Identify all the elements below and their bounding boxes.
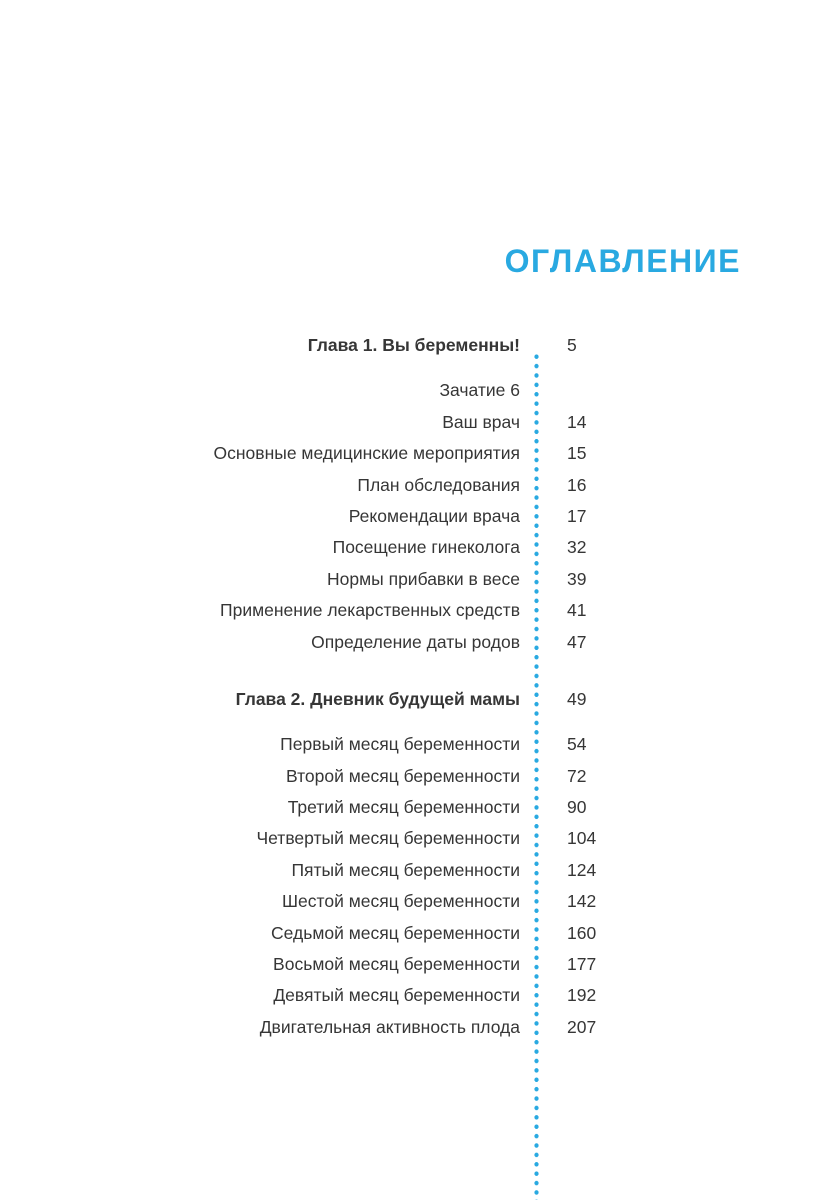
toc-entry-label: Пятый месяц беременности	[291, 859, 520, 880]
toc-entry-page: 5	[567, 335, 577, 355]
toc-entry-label: Глава 2. Дневник будущей мамы	[235, 688, 520, 709]
toc-entry	[0, 407, 817, 438]
toc-entry-page: 104	[567, 828, 597, 849]
toc-entry-page: 124	[567, 859, 597, 880]
toc-entry-page: 192	[567, 985, 597, 1006]
toc-entry-label: Нормы прибавки в весе	[327, 568, 520, 589]
toc-entry-label: Шестой месяц беременности	[282, 891, 520, 912]
toc-entry	[0, 532, 817, 563]
toc-entry	[0, 761, 817, 792]
toc-entry-label: Зачатие 6	[439, 380, 520, 401]
toc-entry-page: 54	[567, 734, 587, 755]
page-title: ОГЛАВЛЕНИЕ	[504, 243, 741, 279]
toc-entry-page: 49	[567, 688, 587, 709]
toc-entry-page: 17	[567, 505, 587, 526]
toc-entry-page: 142	[567, 891, 597, 912]
toc-entry	[0, 729, 817, 760]
toc-entry	[0, 918, 817, 949]
toc-entry-page: 16	[567, 474, 587, 495]
toc-entry-label: Основные медицинские мероприятия	[213, 443, 520, 464]
toc-section	[0, 330, 817, 658]
toc-entry-label: Третий месяц беременности	[287, 797, 520, 818]
toc-entry	[0, 792, 817, 823]
toc-entry-label: Двигательная активность плода	[259, 1016, 520, 1037]
toc-entry	[0, 980, 817, 1011]
toc-entry-page: 160	[567, 922, 597, 943]
toc-entry-label: План обследования	[357, 474, 520, 495]
toc-entry-page: 32	[567, 537, 587, 558]
toc-entry-label: Второй месяц беременности	[285, 765, 520, 786]
toc-entry	[0, 823, 817, 854]
toc-entry	[0, 501, 817, 532]
toc-entry	[0, 595, 817, 626]
toc-entry-label: Посещение гинеколога	[332, 537, 520, 558]
toc-chapter-heading	[0, 330, 817, 361]
toc-entry-page: 177	[567, 954, 597, 975]
toc-entry	[0, 949, 817, 980]
toc-entry-label: Рекомендации врача	[348, 505, 520, 526]
toc-entry-label: Первый месяц беременности	[280, 734, 520, 755]
toc-entry-label: Глава 1. Вы беременны!	[307, 335, 520, 355]
toc-chapter-heading	[0, 684, 817, 715]
toc-section-items	[0, 729, 817, 1043]
toc-entry	[0, 438, 817, 469]
toc-entry-page: 14	[567, 411, 587, 432]
toc-entry-page: 207	[567, 1016, 597, 1037]
toc-entry-page: 47	[567, 631, 587, 652]
toc-entry	[0, 1012, 817, 1043]
toc-entry-page: 39	[567, 568, 587, 589]
toc-entry	[0, 375, 817, 406]
toc-section	[0, 684, 817, 1043]
toc-entry-label: Восьмой месяц беременности	[273, 954, 520, 975]
toc-list	[0, 330, 817, 1043]
toc-entry-page: 90	[567, 797, 587, 818]
toc-entry-page: 41	[567, 600, 587, 621]
toc-section-items	[0, 375, 817, 658]
toc-entry-label: Ваш врач	[442, 411, 520, 432]
toc-entry-page: 72	[567, 765, 587, 786]
toc-entry-label: Четвертый месяц беременности	[256, 828, 520, 849]
toc-entry	[0, 470, 817, 501]
toc-entry-label: Седьмой месяц беременности	[271, 922, 520, 943]
toc-entry	[0, 886, 817, 917]
toc-entry	[0, 855, 817, 886]
toc-entry-label: Применение лекарственных средств	[220, 600, 520, 621]
toc-entry	[0, 564, 817, 595]
toc-entry	[0, 627, 817, 658]
toc-entry-label: Девятый месяц беременности	[273, 985, 520, 1006]
toc-entry-page: 15	[567, 443, 587, 464]
toc-entry-label: Определение даты родов	[311, 631, 520, 652]
